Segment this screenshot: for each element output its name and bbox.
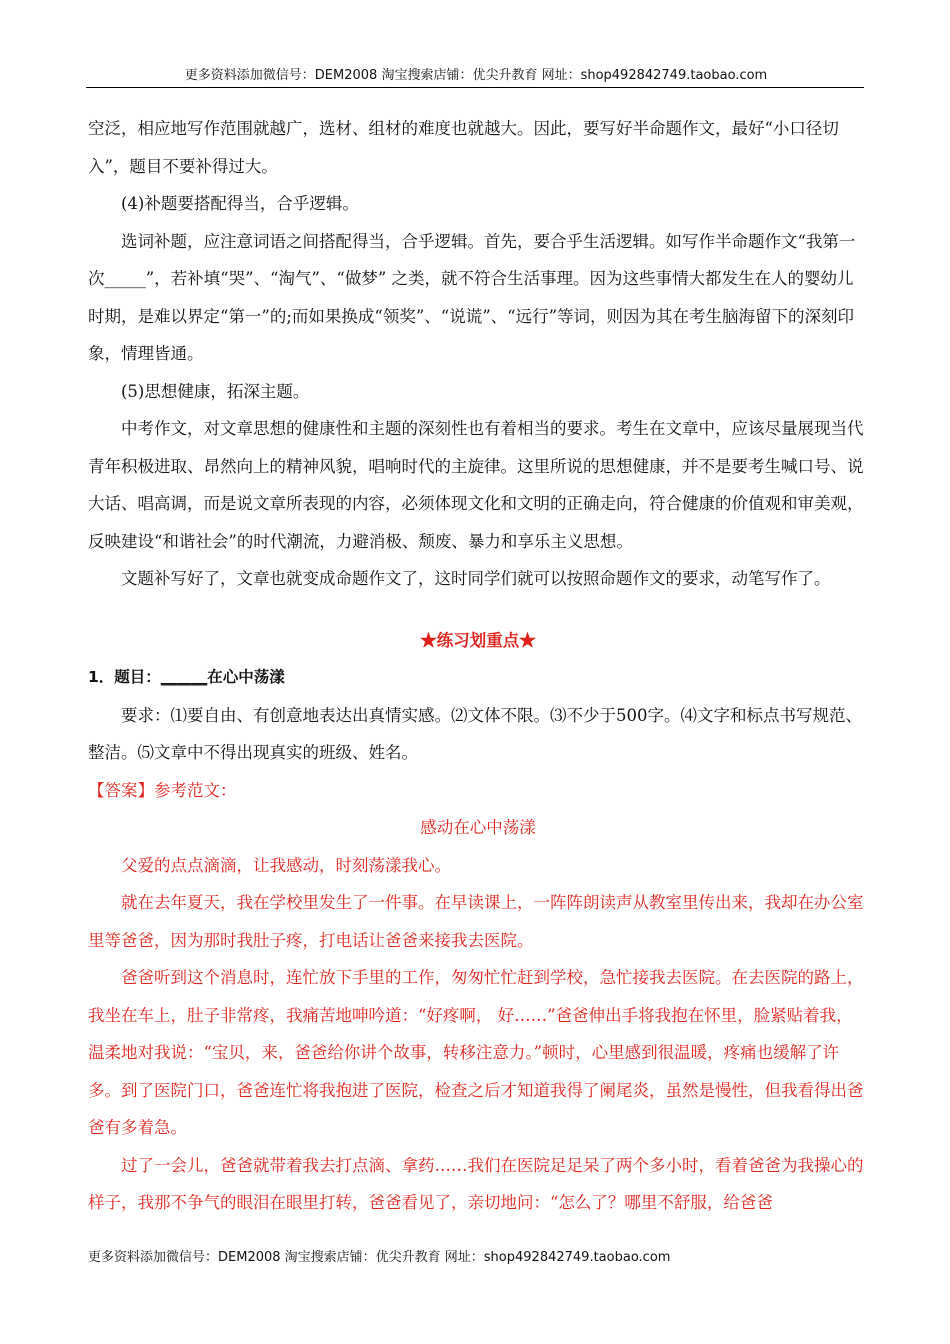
header-divider bbox=[86, 87, 864, 88]
essay-paragraph: 父爱的点点滴滴，让我感动，时刻荡漾我心。 bbox=[121, 855, 451, 875]
answer-line bbox=[88, 772, 868, 810]
paragraph: 文题补写好了，文章也就变成命题作文了，这时同学们就可以按照命题作文的要求，动笔写作了。 bbox=[121, 569, 831, 588]
question-blank: ______ bbox=[160, 668, 208, 686]
essay-paragraph: 就在去年夏天，我在学校里发生了一件事。在早读课上，一阵阵朗读声从教室里传出来，我却在办公室里等爸爸，因为那时我肚子疼，打电话让爸爸来接我去医院。 bbox=[88, 893, 864, 950]
paragraph: 选词补题，应注意词语之间搭配得当，合乎逻辑。首先，要合乎生活逻辑。如写作半命题作文“我第一次_____”，若补填“哭”、“淘气”、“做梦” 之类，就不符合生活事理。因为这些事情大都发生在人的婴幼儿时期，是难以界定“第一”的;而如果换成“领奖”、“说谎”、“远行”等词，则因为其在考生脑海留下的深刻印象，情理皆通。 bbox=[88, 231, 856, 363]
page-footer: 更多资料添加微信号：DEM2008 淘宝搜索店铺：优尖升教育 网址：shop492842749.taobao.com bbox=[88, 1250, 671, 1265]
paragraph: (5)思想健康，拓深主题。 bbox=[121, 381, 310, 401]
paragraph: 中考作文，对文章思想的健康性和主题的深刻性也有着相当的要求。考生在文章中，应该尽量展现当代青年积极进取、昂然向上的精神风貌，唱响时代的主旋律。这里所说的思想健康，并不是要考生喊口号、说大话、唱高调，而是说文章所表现的内容，必须体现文化和文明的正确走向，符合健康的价值观和审美观，反映建设“和谐社会”的时代潮流，力避消极、颓废、暴力和享乐主义思想。 bbox=[88, 419, 864, 551]
paragraph: 空泛，相应地写作范围就越广，选材、组材的难度也就越大。因此，要写好半命题作文，最好“小口径切入”，题目不要补得过大。 bbox=[88, 119, 839, 176]
essay-paragraph: 爸爸听到这个消息时，连忙放下手里的工作，匆匆忙忙赶到学校，急忙接我去医院。在去医院的路上，我坐在车上，肚子非常疼，我痛苦地呻吟道：“好疼啊， 好……”爸爸伸出手将我抱在怀里，脸紧贴着我，温柔地对我说：“宝贝，来，爸爸给你讲个故事，转移注意力。”顿时，心里感到很温暖，疼痛也缓解了许多。到了医院门口，爸爸连忙将我抱进了医院，检查之后才知道我得了阑尾炎，虽然是慢性，但我看得出爸爸有多着急。 bbox=[88, 968, 864, 1137]
requirements: 要求：⑴要自由、有创意地表达出真情实感。⑵文体不限。⑶不少于500字。⑷文字和标点书写规范、整洁。⑸文章中不得出现真实的班级、姓名。 bbox=[88, 705, 862, 762]
paragraph: (4)补题要搭配得当，合乎逻辑。 bbox=[121, 194, 359, 213]
question-title: 在心中荡漾 bbox=[207, 668, 285, 686]
essay-title: 感动在心中荡漾 bbox=[420, 818, 536, 837]
practice-heading: ★练习划重点★ bbox=[420, 630, 536, 650]
answer-label: 参考范文： bbox=[154, 780, 237, 800]
question-prefix: 1．题目： bbox=[88, 668, 161, 686]
essay-paragraph: 过了一会儿，爸爸就带着我去打点滴、拿药……我们在医院足足呆了两个多小时，看着爸爸为我操心的样子，我那不争气的眼泪在眼里打转，爸爸看见了，亲切地问：“怎么了？哪里不舒服，给爸爸 bbox=[88, 1155, 864, 1212]
page-header: 更多资料添加微信号：DEM2008 淘宝搜索店铺：优尖升教育 网址：shop492842749.taobao.com bbox=[184, 68, 768, 83]
answer-tag: 【答案】 bbox=[88, 780, 154, 800]
question-line bbox=[88, 659, 868, 697]
document-body bbox=[88, 110, 868, 1222]
